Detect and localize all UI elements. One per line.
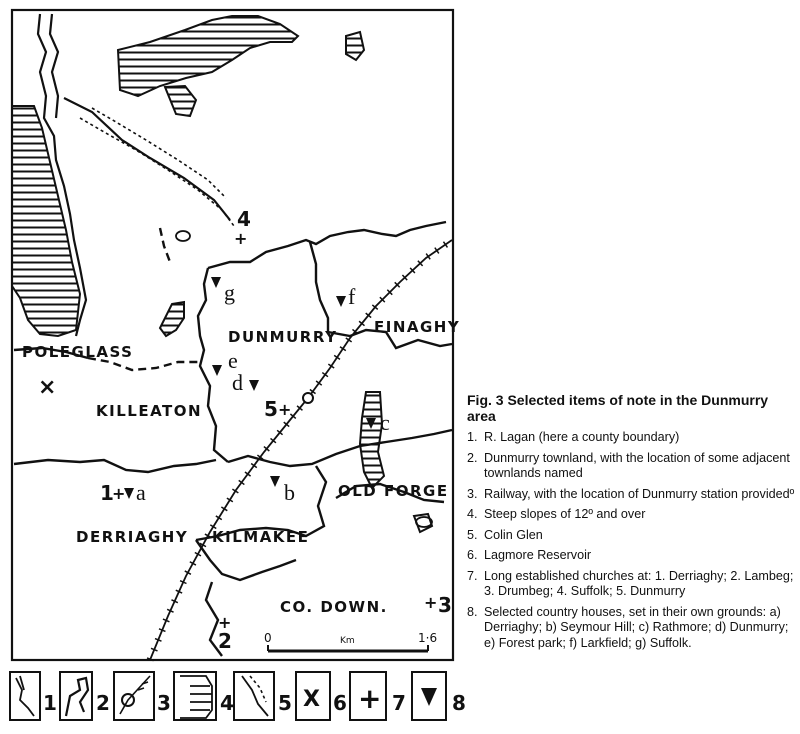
house-a [124, 480, 146, 505]
house-triangle-icon [249, 380, 259, 391]
townland-old-forge: OLD FORGE [338, 482, 449, 500]
townland-finaghy: FINAGHY [374, 318, 461, 336]
colin-glen [80, 108, 234, 226]
figure-caption: Fig. 3 Selected items of note in the Dunmurry area [467, 392, 769, 424]
house-g [211, 277, 235, 305]
legend-item: 8. Selected country houses, set in their own grounds: a) Derriaghy; b) Seymour Hill; c) Rathmore; d) Dunmurry; e) Forest park; f) Larkfield; g) Suffolk. [467, 604, 789, 650]
svg-text:c: c [380, 410, 390, 435]
house-markers [124, 277, 390, 505]
small-pond [176, 231, 190, 241]
townland-kilmakee: KILMAKEE [212, 528, 310, 546]
legend-number-6: 6 [333, 691, 347, 715]
church-cross-icon: + [218, 613, 232, 632]
house-triangle-icon [336, 296, 346, 307]
svg-text:f: f [348, 284, 356, 309]
church-cross-icon: + [278, 400, 292, 419]
legend-number-8: 8 [452, 691, 466, 715]
legend-number-1: 1 [43, 691, 57, 715]
svg-text:b: b [284, 480, 295, 505]
svg-text:d: d [232, 370, 243, 395]
house-d [232, 370, 259, 395]
townland-dunmurry: DUNMURRY [228, 328, 338, 346]
county-down-label: CO. DOWN. [280, 598, 388, 616]
figure-caption-panel [467, 392, 795, 656]
townland-killeaton: KILLEATON [96, 402, 203, 420]
scale-zero: 0 [264, 631, 272, 645]
legend-item: 5. Colin Glen [467, 527, 543, 542]
scale-max: 1·6 [418, 631, 438, 645]
church-cross-icon: + [358, 682, 382, 715]
steep-slopes [12, 16, 432, 532]
scale-unit: Km [340, 636, 355, 646]
svg-text:e: e [228, 348, 238, 373]
house-triangle-icon [270, 476, 280, 487]
legend-item: 3. Railway, with the location of Dunmurry station providedº [467, 486, 795, 501]
house-b [270, 476, 295, 505]
house-triangle-icon [212, 365, 222, 376]
house-triangle-icon [211, 277, 221, 288]
church-number-1: 1 [100, 481, 114, 505]
house-triangle-icon [124, 488, 134, 499]
church-number-3: 3 [438, 593, 452, 617]
church-cross-icon: + [234, 229, 248, 248]
church-number-2: 2 [218, 629, 232, 653]
legend-item: 2. Dunmurry townland, with the location of some adjacent townlands named [467, 450, 790, 480]
small-pond-2 [416, 517, 432, 527]
scale-bar [264, 631, 437, 651]
church-number-4: 4 [237, 207, 251, 231]
legend-number-2: 2 [96, 691, 110, 715]
house-triangle-icon [421, 688, 437, 706]
legend-item: 4. Steep slopes of 12º and over [467, 507, 646, 521]
townland-poleglass: POLEGLASS [22, 343, 134, 361]
legend-item: 7. Long established churches at: 1. Derriaghy; 2. Lambeg; 3. Drumbeg; 4. Suffolk; 5. Dunmurry [467, 568, 794, 598]
legend-item: 1. R. Lagan (here a county boundary) [467, 430, 680, 444]
svg-text:g: g [224, 280, 235, 305]
railway [150, 240, 452, 660]
church-cross-icon: + [424, 593, 438, 612]
reservoir-icon: X [303, 687, 320, 712]
reservoir-symbol: × [38, 375, 57, 400]
legend-strip [10, 672, 466, 720]
dunmurry-station [303, 393, 313, 403]
legend-number-7: 7 [392, 691, 406, 715]
legend-number-3: 3 [157, 691, 171, 715]
svg-text:a: a [136, 480, 146, 505]
townland-derriaghy: DERRIAGHY [76, 528, 189, 546]
legend-list [467, 430, 795, 651]
house-f [336, 284, 356, 309]
church-markers [100, 207, 452, 653]
church-cross-icon: + [112, 484, 126, 503]
church-number-5: 5 [264, 397, 278, 421]
legend-item: 6. Lagmore Reservoir [467, 548, 592, 562]
legend-number-5: 5 [278, 691, 292, 715]
legend-number-4: 4 [220, 691, 234, 715]
